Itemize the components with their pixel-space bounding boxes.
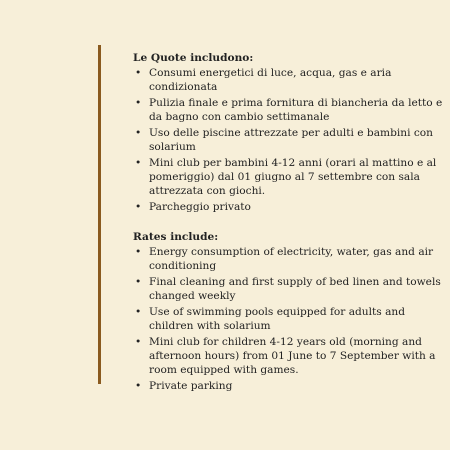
rates-content: [133, 51, 443, 395]
list-item: • Pulizia finale e prima fornitura di biancheria da letto e da bagno con cambio settimanale: [133, 96, 443, 124]
list-item: • Use of swimming pools equipped for adults and children with solarium: [133, 305, 443, 333]
italian-list: [133, 66, 443, 214]
accent-bar: [98, 45, 101, 384]
list-item: • Private parking: [133, 379, 443, 393]
list-item: • Energy consumption of electricity, water, gas and air conditioning: [133, 245, 443, 273]
list-item: • Mini club for children 4-12 years old (morning and afternoon hours) from 01 June to 7 September with a room equipped with games.: [133, 335, 443, 377]
list-item: • Final cleaning and first supply of bed linen and towels changed weekly: [133, 275, 443, 303]
list-item: • Mini club per bambini 4-12 anni (orari al mattino e al pomeriggio) dal 01 giugno al 7 settembre con sala attrezzata con giochi.: [133, 156, 443, 198]
list-item: • Parcheggio privato: [133, 200, 443, 214]
section-spacer: [133, 216, 443, 230]
list-item: • Uso delle piscine attrezzate per adulti e bambini con solarium: [133, 126, 443, 154]
english-section-title: Rates include:: [133, 231, 219, 243]
list-item: • Consumi energetici di luce, acqua, gas e aria condizionata: [133, 66, 443, 94]
english-list: [133, 245, 443, 393]
italian-section-title: Le Quote includono:: [133, 52, 254, 64]
rates-card: [98, 45, 443, 392]
